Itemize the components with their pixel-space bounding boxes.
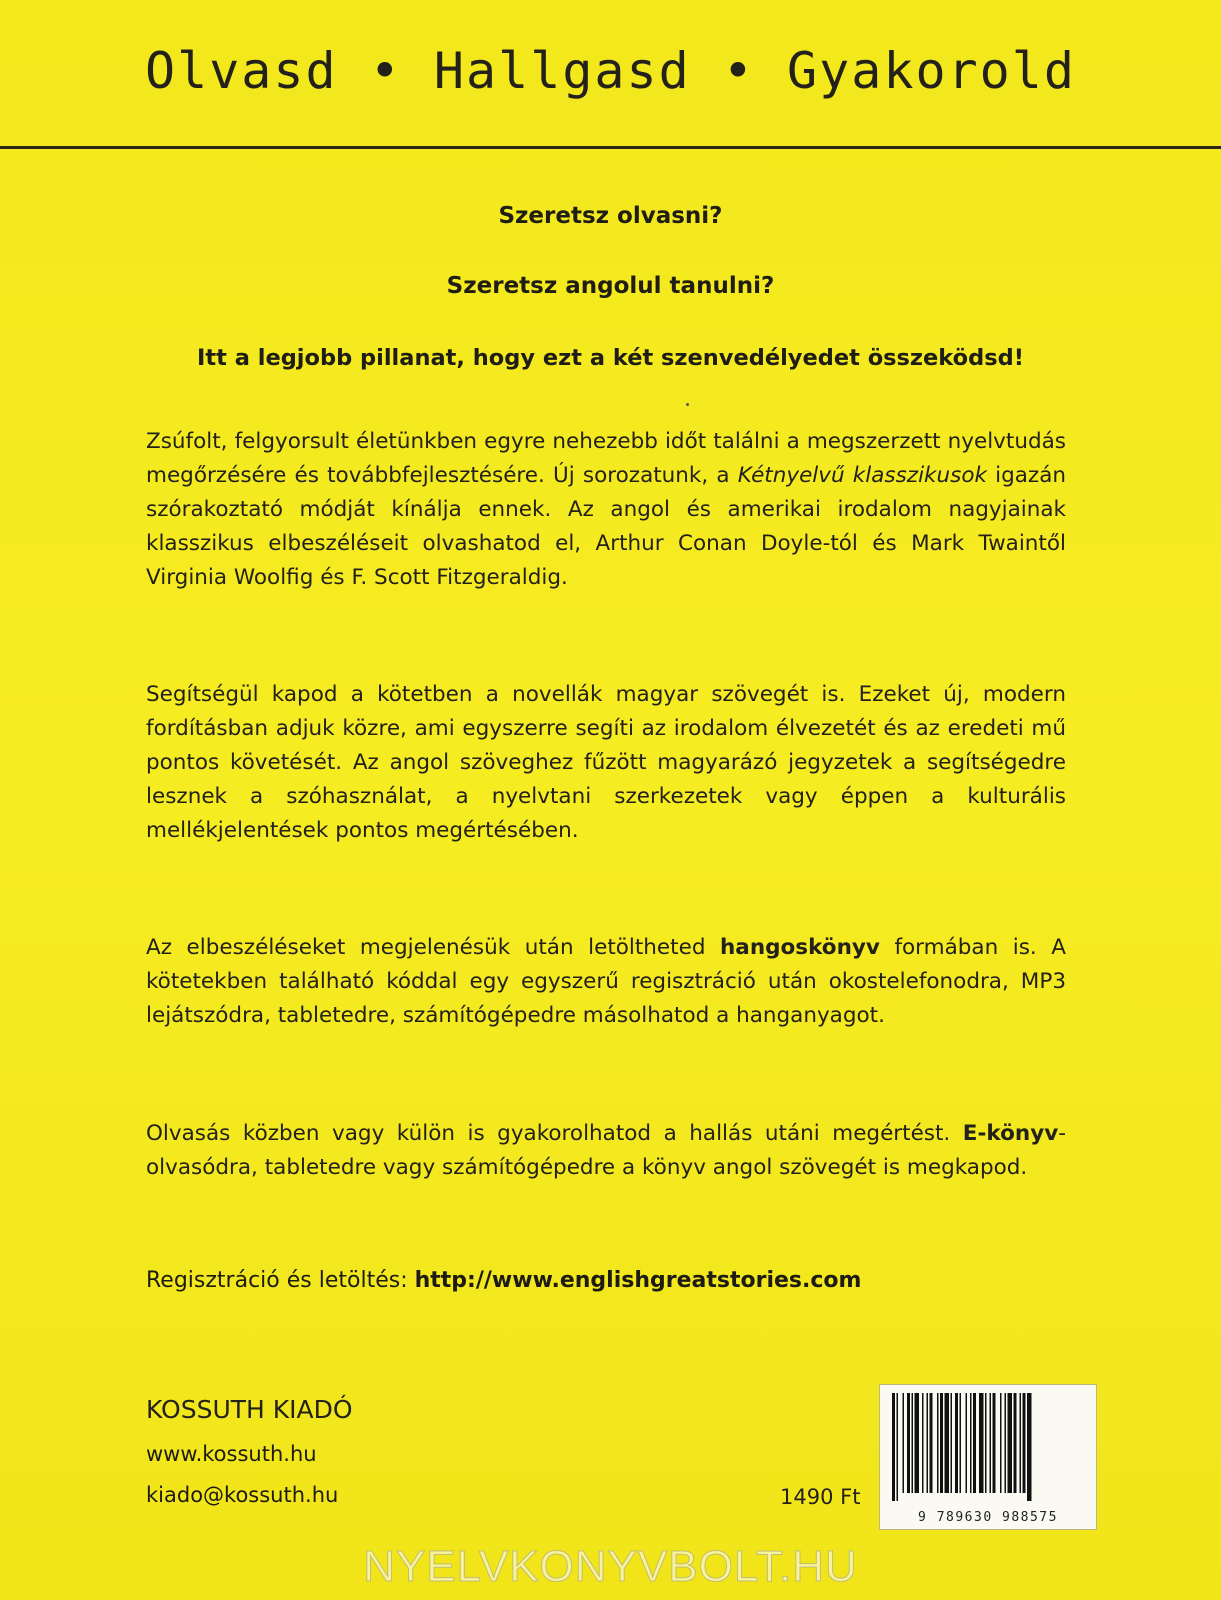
audiobook-keyword: hangoskönyv (720, 935, 880, 960)
header (0, 0, 1221, 148)
barcode-bar (1005, 1393, 1007, 1493)
barcode-bar (966, 1393, 968, 1493)
barcode-bar (1008, 1393, 1013, 1493)
publisher-email[interactable]: kiado@kossuth.hu (146, 1483, 339, 1507)
barcode-bar (1023, 1393, 1026, 1493)
barcode-bar (907, 1393, 910, 1493)
barcode-bar (940, 1393, 943, 1493)
paragraph-text: igazán szórakoztató módját kínálja ennek. Az angol és amerikai irodalom nagyjainak klasszikus elbeszéléseit olvashatod el, Arthur Conan Doyle-tól és Mark Twaintől Virginia Woolfig és F. Scott Fitzgeraldig. (146, 463, 1067, 590)
paragraph-text: Zsúfolt, felgyorsult életünkben egyre nehezebb időt találni a megszerzett nyelvtudás megőrzésére és továbbfejlesztésére. Új sorozatunk, a (146, 429, 1066, 488)
barcode-bar (945, 1393, 950, 1493)
ebook-keyword: E-könyv (962, 1121, 1059, 1146)
barcode-bar (915, 1393, 920, 1493)
barcode-bar (993, 1393, 996, 1493)
barcode-bar (903, 1393, 905, 1493)
barcode-bar (955, 1393, 958, 1493)
watermark: NYELVKONYVBOLT.HU (363, 1542, 858, 1591)
registration-url[interactable]: http://www.englishgreatstories.com (414, 1268, 862, 1293)
paragraph-ebook (146, 1117, 1066, 1185)
tagline: Itt a legjobb pillanat, hogy ezt a két szenvedélyedet összeködsd! (197, 345, 1024, 371)
question-reading: Szeretsz olvasni? (498, 203, 723, 229)
barcode-bar (1027, 1393, 1032, 1501)
paragraph-text: formában is. A kötetekben található kóddal egy egyszerű regisztráció után okostelefonodra, MP3 lejátszódra, tabletedre, számítógépedre másolhatod a hanganyagot. (146, 935, 1066, 1028)
barcode-bar (951, 1393, 953, 1493)
barcode-bar (912, 1393, 914, 1493)
paragraph-series-intro (146, 425, 1066, 595)
paragraph-text: -olvasódra, tabletedre vagy számítógépedre a könyv angol szövegét is megkapod. (146, 1121, 1066, 1180)
barcode-bar (985, 1393, 987, 1493)
barcode-bar (922, 1393, 924, 1493)
series-title: Olvasd • Hallgasd • Gyakorold (145, 42, 1076, 100)
barcode-bar (960, 1393, 962, 1493)
registration-label: Regisztráció és letöltés: (146, 1268, 415, 1293)
price-label: 1490 Ft (780, 1485, 861, 1509)
barcode-bar (927, 1393, 929, 1493)
barcode-bars (890, 1393, 1086, 1501)
barcode-bar (990, 1393, 992, 1493)
barcode-bar (1020, 1393, 1022, 1493)
paragraph-audiobook (146, 931, 1066, 1033)
barcode-bar (930, 1393, 933, 1493)
barcode-number: 9 789630 988575 (918, 1510, 1058, 1525)
publisher-website[interactable]: www.kossuth.hu (146, 1442, 317, 1466)
barcode-bar (970, 1393, 972, 1493)
barcode-bar (897, 1393, 899, 1501)
barcode (879, 1384, 1097, 1530)
barcode-bar (1014, 1393, 1017, 1493)
barcode-bar (937, 1393, 939, 1493)
paragraph-text: Olvasás közben vagy külön is gyakorolhatod a hallás utáni megértést. (146, 1121, 963, 1146)
question-english: Szeretsz angolul tanulni? (446, 273, 775, 299)
barcode-bar (979, 1393, 984, 1493)
barcode-bar (892, 1393, 895, 1501)
publisher-name: KOSSUTH KIADÓ (146, 1395, 353, 1424)
speck-dot (686, 403, 689, 406)
registration-line (146, 1268, 861, 1293)
header-divider (0, 146, 1221, 149)
paragraph-text: Az elbeszéléseket megjelenésük után letöltheted (146, 935, 720, 960)
series-name: Kétnyelvű klasszikusok (737, 463, 987, 488)
barcode-bar (973, 1393, 976, 1493)
paragraph-translation: Segítségül kapod a kötetben a novellák magyar szövegét is. Ezeket új, modern fordításban adjuk közre, ami egyszerre segíti az irodalom élvezetét és az eredeti mű pontos követését. Az angol szöveghez fűzött magyarázó jegyzetek a segítségedre lesznek a szóhasználat, a nyelvtani szerkezetek vagy éppen a kulturális mellékjelentések pontos megértésében. (146, 682, 1066, 843)
barcode-bar (1000, 1393, 1002, 1493)
